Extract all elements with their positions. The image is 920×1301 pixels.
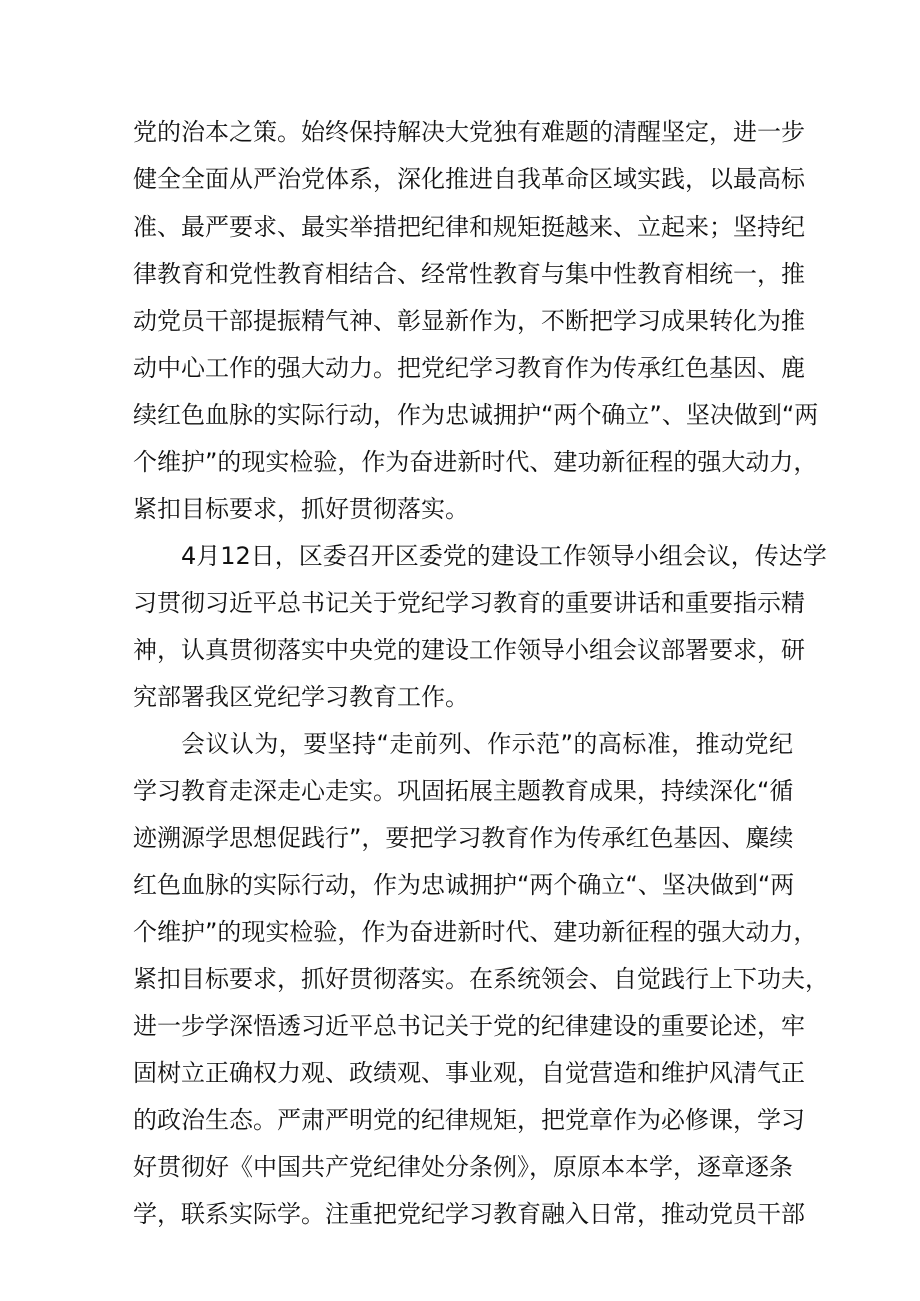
paragraph-3-line-8: 固树立正确权力观、政绩观、事业观，自觉营造和维护风清气正	[133, 1059, 805, 1087]
paragraph-1-line-5: 动党员干部提振精气神、彰显新作为，不断把学习成果转化为推	[133, 307, 805, 335]
paragraph-3-line-7: 进一步学深悟透习近平总书记关于党的纪律建设的重要论述，牢	[133, 1012, 805, 1040]
paragraph-1-line-4: 律教育和党性教育相结合、经常性教育与集中性教育相统一，推	[133, 260, 805, 288]
paragraph-3-line-6: 紧扣目标要求，抓好贯彻落实。在系统领会、自觉践行上下功夫，	[133, 965, 829, 993]
paragraph-2-line-1: 4月12日，区委召开区委党的建设工作领导小组会议，传达学	[181, 542, 827, 570]
paragraph-1-line-7: 续红色血脉的实际行动，作为忠诚拥护“两个确立”、坚决做到“两	[133, 401, 819, 429]
paragraph-1-line-9: 紧扣目标要求，抓好贯彻落实。	[133, 495, 469, 523]
paragraph-2-line-3: 神，认真贯彻落实中央党的建设工作领导小组会议部署要求，研	[133, 636, 805, 664]
paragraph-3-line-1: 会议认为，要坚持“走前列、作示范”的高标准，推动党纪	[181, 730, 793, 758]
paragraph-3-line-10: 好贯彻好《中国共产党纪律处分条例》，原原本本学，逐章逐条	[133, 1153, 793, 1181]
paragraph-1-line-8: 个维护”的现实检验，作为奋进新时代、建功新征程的强大动力，	[133, 448, 818, 476]
paragraph-2-line-4: 究部署我区党纪学习教育工作。	[133, 683, 469, 711]
paragraph-3-line-9: 的政治生态。严肃严明党的纪律规矩，把党章作为必修课，学习	[133, 1106, 805, 1134]
paragraph-3-line-4: 红色血脉的实际行动，作为忠诚拥护“两个确立“、坚决做到“两	[133, 871, 795, 899]
paragraph-1-line-6: 动中心工作的强大动力。把党纪学习教育作为传承红色基因、鹿	[133, 354, 805, 382]
paragraph-1-line-3: 准、最严要求、最实举措把纪律和规矩挺越来、立起来；坚持纪	[133, 213, 805, 241]
paragraph-2-line-2: 习贯彻习近平总书记关于党纪学习教育的重要讲话和重要指示精	[133, 589, 805, 617]
paragraph-3-line-5: 个维护”的现实检验，作为奋进新时代、建功新征程的强大动力，	[133, 918, 818, 946]
paragraph-1-line-2: 健全全面从严治党体系，深化推进自我革命区域实践，以最高标	[133, 165, 805, 193]
paragraph-1-line-1: 党的治本之策。始终保持解决大党独有难题的清醒坚定，进一步	[133, 118, 805, 146]
paragraph-3-line-11: 学，联系实际学。注重把党纪学习教育融入日常，推动党员干部	[133, 1200, 805, 1228]
paragraph-3-line-2: 学习教育走深走心走实。巩固拓展主题教育成果，持续深化“循	[133, 777, 794, 805]
paragraph-3-line-3: 迹溯源学思想促践行”，要把学习教育作为传承红色基因、麋续	[133, 824, 794, 852]
